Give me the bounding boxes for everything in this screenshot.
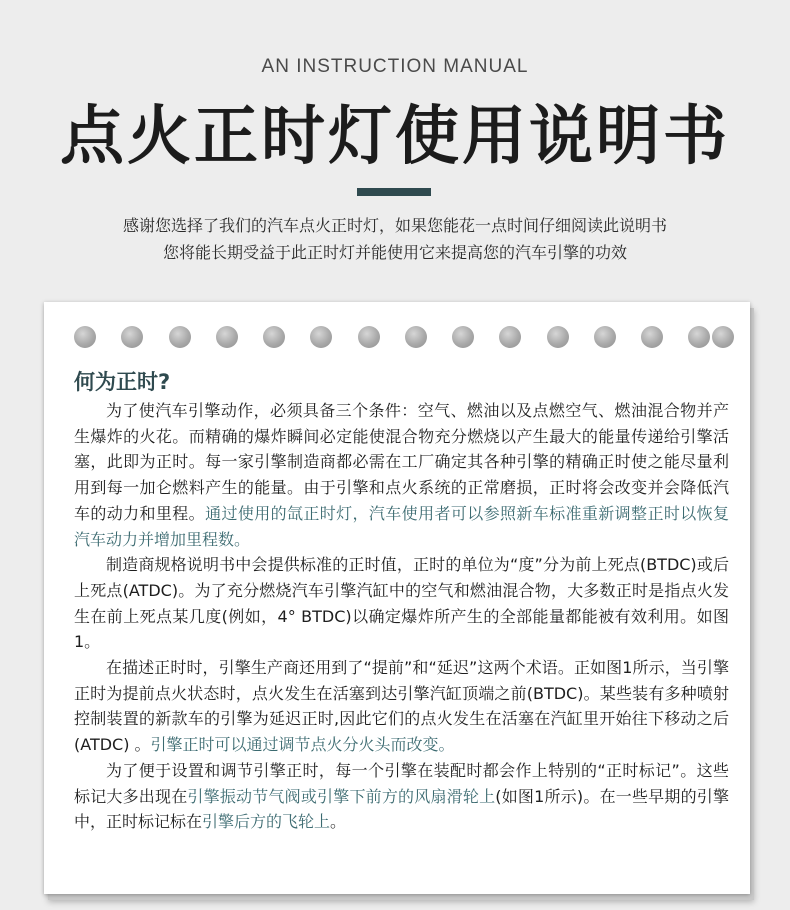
section-heading: 何为正时?: [74, 370, 171, 394]
paragraph-3-highlight: 引擎正时可以通过调节点火分火头而改变。: [150, 735, 455, 755]
binder-hole: [263, 326, 285, 348]
paragraph-3: [74, 655, 729, 758]
binder-hole: [405, 326, 427, 348]
paragraph-2: 制造商规格说明书中会提供标准的正时值，正时的单位为“度”分为前上死点(BTDC)或后上死点(ATDC)。为了充分燃烧汽车引擎汽缸中的空气和燃油混合物，大多数正时是指点火发生在前上死点某几度(例如，4° BTDC)以确定爆炸所产生的全部能量都能被有效利用。如图1。: [74, 555, 729, 652]
binder-hole: [310, 326, 332, 348]
binder-hole: [121, 326, 143, 348]
paragraph-4-highlight-b: 引擎后方的飞轮上: [202, 812, 331, 832]
binder-hole: [547, 326, 569, 348]
paragraph-1-highlight: 通过使用的氙正时灯，汽车使用者可以参照新车标准重新调整正时以恢复汽车动力并增加里程数。: [74, 503, 729, 549]
binder-hole: [594, 326, 616, 348]
paragraph-1-text: 为了使汽车引擎动作，必须具备三个条件：空气、燃油以及点燃空气、燃油混合物并产生爆炸的火花。而精确的爆炸瞬间必定能使混合物充分燃烧以产生最大的能量传递给引擎活塞，此即为正时。每一家引擎制造商都必需在工厂确定其各种引擎的精确正时使之能尽量利用到每一加仑燃料产生的能量。由于引擎和点火系统的正常磨损，正时将会改变并会降低汽车的动力和里程。: [74, 401, 729, 523]
paragraph-4-highlight-a: 引擎振动节气阀或引擎下前方的风扇滑轮上: [187, 786, 496, 806]
page-title: 点火正时灯使用说明书: [60, 100, 730, 174]
title-underline: [357, 188, 431, 196]
paragraph-4: [74, 758, 729, 835]
binder-hole: [216, 326, 238, 348]
binder-holes: [74, 326, 734, 348]
intro-text: [0, 212, 790, 266]
paragraph-4-text-c: 。: [330, 812, 347, 832]
paragraph-3-text: 在描述正时时，引擎生产商还用到了“提前”和“延迟”这两个术语。正如图1所示，当引擎正时为提前点火状态时，点火发生在活塞到达引擎汽缸顶端之前(BTDC)。某些装有多种喷射控制装置的新款车的引擎为延迟正时,因此它们的点火发生在活塞在汽缸里开始往下移动之后 (ATDC) 。: [74, 658, 729, 755]
binder-hole: [499, 326, 521, 348]
section-body: [74, 398, 729, 835]
paragraph-4-text-a: 为了便于设置和调节引擎正时，每一个引擎在装配时都会作上特别的“正时标记”。这些标记大多出现在: [74, 760, 729, 806]
intro-line-2: 您将能长期受益于此正时灯并能使用它来提高您的汽车引擎的功效: [162, 243, 627, 262]
notebook-card: [44, 302, 750, 894]
binder-hole: [688, 326, 710, 348]
intro-line-1: 感谢您选择了我们的汽车点火正时灯，如果您能花一点时间仔细阅读此说明书: [122, 216, 667, 235]
binder-hole: [452, 326, 474, 348]
paragraph-4-text-b: (如图1所示)。在一些早期的引擎中，正时标记标在: [74, 786, 729, 832]
binder-hole: [641, 326, 663, 348]
binder-hole: [712, 326, 734, 348]
eyebrow-text: AN INSTRUCTION MANUAL: [261, 56, 529, 77]
binder-hole: [358, 326, 380, 348]
paragraph-1: [74, 398, 729, 552]
binder-hole: [169, 326, 191, 348]
binder-hole: [74, 326, 96, 348]
